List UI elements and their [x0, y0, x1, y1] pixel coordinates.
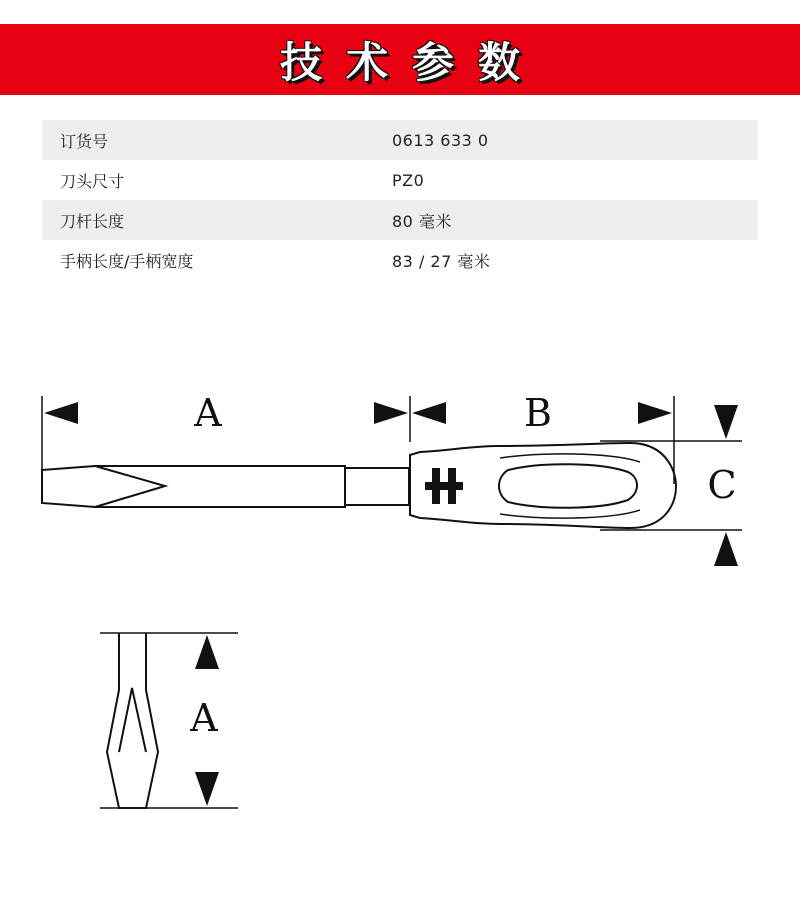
tip-dimension-label-a: A — [190, 696, 218, 740]
spec-value: 83 / 27 毫米 — [392, 251, 491, 271]
spec-label: 订货号 — [60, 131, 109, 151]
arrow-a-right-icon — [374, 402, 408, 424]
arrow-b-right-icon — [638, 402, 672, 424]
tip-arrow-bottom-icon — [195, 772, 219, 806]
spec-value: PZ0 — [392, 170, 425, 190]
tip-view-outline — [107, 633, 158, 808]
tip-arrow-top-icon — [195, 635, 219, 669]
spec-row-tip-size — [42, 160, 758, 200]
screwdriver-ferrule — [345, 468, 409, 505]
spec-label: 刀头尺寸 — [60, 171, 125, 191]
arrow-b-left-icon — [412, 402, 446, 424]
spec-row-handle-size — [42, 240, 758, 280]
spec-row-blade-length — [42, 200, 758, 240]
screwdriver-technical-drawing — [0, 360, 800, 830]
dimension-label-a: A — [194, 391, 222, 435]
arrow-c-top-icon — [714, 405, 738, 439]
arrow-a-left-icon — [44, 402, 78, 424]
banner-title: 技术参数 — [279, 37, 544, 87]
screwdriver-blade — [42, 466, 345, 507]
spec-table — [42, 120, 758, 280]
blade-tip-flat — [95, 466, 165, 507]
spec-value: 0613 633 0 — [392, 130, 489, 150]
dimension-label-c: C — [707, 463, 737, 507]
dimension-label-b: B — [524, 391, 552, 435]
handle-logo-icon — [425, 468, 463, 504]
title-banner — [0, 24, 800, 95]
tip-view-bevel — [119, 688, 146, 752]
spec-label: 刀杆长度 — [60, 211, 125, 231]
spec-value: 80 毫米 — [392, 211, 452, 231]
spec-row-order-number — [42, 120, 758, 160]
handle-grip-groove — [499, 464, 637, 508]
arrow-c-bottom-icon — [714, 532, 738, 566]
spec-label: 手柄长度/手柄宽度 — [60, 251, 194, 271]
